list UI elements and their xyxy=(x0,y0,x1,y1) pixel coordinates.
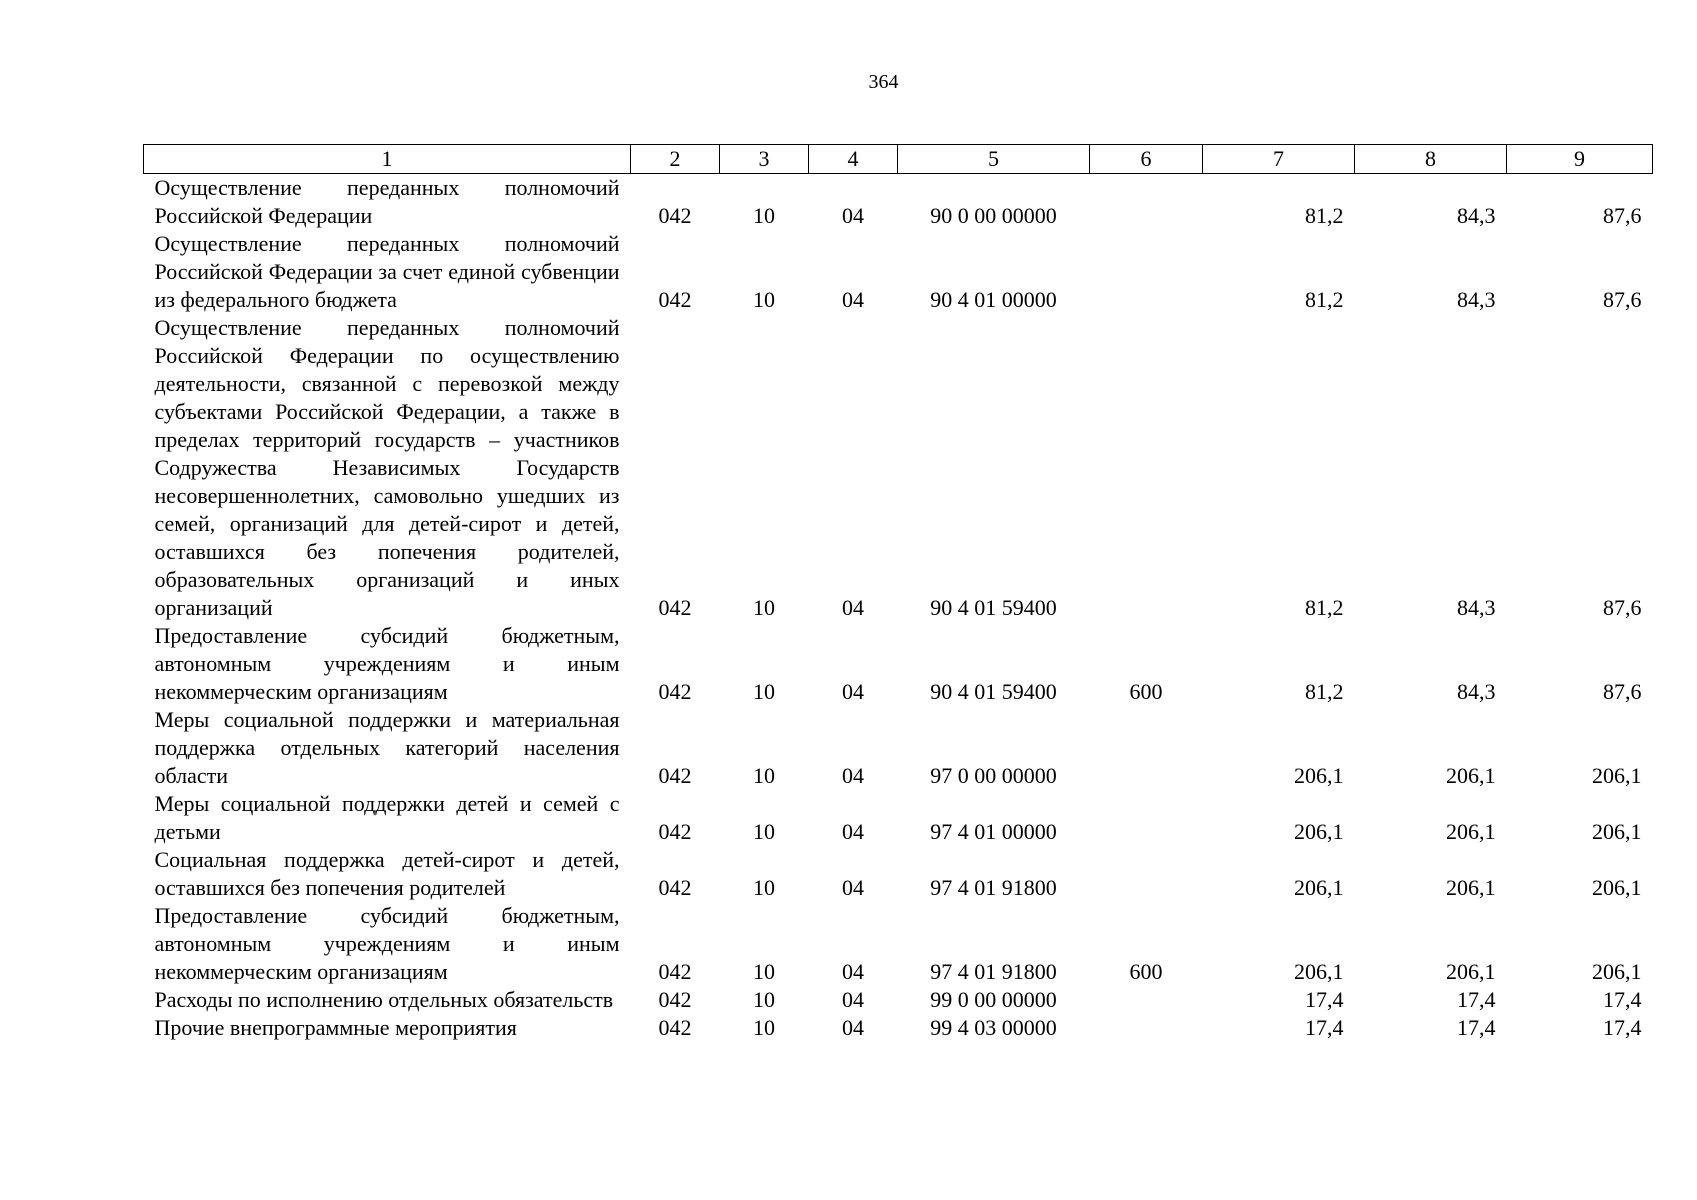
table-row xyxy=(144,1014,1653,1042)
table-row xyxy=(144,846,1653,902)
row-pr-code: 04 xyxy=(842,1015,864,1040)
row-pr-code: 04 xyxy=(842,875,864,900)
row-value-9: 17,4 xyxy=(1603,1015,1642,1040)
row-vr-code: 600 xyxy=(1129,959,1163,984)
row-rz-code: 10 xyxy=(753,875,775,900)
column-header-7: 7 xyxy=(1203,145,1355,174)
row-rz-code: 10 xyxy=(753,203,775,228)
row-csr-code: 90 0 00 00000 xyxy=(930,203,1057,228)
row-vr-code xyxy=(1090,1014,1203,1042)
column-header-9: 9 xyxy=(1507,145,1653,174)
row-value-7: 17,4 xyxy=(1305,1015,1344,1040)
row-pr-code: 04 xyxy=(842,595,864,620)
row-value-9: 87,6 xyxy=(1603,203,1642,228)
row-value-8: 17,4 xyxy=(1457,987,1496,1012)
table-row xyxy=(144,314,1653,622)
row-value-7: 81,2 xyxy=(1305,203,1344,228)
page-number: 364 xyxy=(868,71,899,93)
row-value-7: 206,1 xyxy=(1294,819,1344,844)
row-name: Предоставление субсидий бюджетным, автономным учреждениям и иным некоммерческим организациям xyxy=(154,903,620,984)
table-row xyxy=(144,902,1653,986)
row-pr-code: 04 xyxy=(842,679,864,704)
row-name: Осуществление переданных полномочий Российской Федерации за счет единой субвенции из федерального бюджета xyxy=(154,231,620,312)
row-name: Осуществление переданных полномочий Российской Федерации по осуществлению деятельности, связанной с перевозкой между субъектами Российской Федерации, а также в пределах территорий государств – участников Содружества Независимых Государств несовершеннолетних, самовольно ушедших из семей, организаций для детей-сирот и детей, оставшихся без попечения родителей, образовательных организаций и иных организаций xyxy=(154,315,620,620)
row-rz-code: 10 xyxy=(753,959,775,984)
row-rz-code: 10 xyxy=(753,595,775,620)
row-value-7: 206,1 xyxy=(1294,959,1344,984)
row-gr-code: 042 xyxy=(658,763,692,788)
row-value-8: 84,3 xyxy=(1457,595,1496,620)
row-gr-code: 042 xyxy=(658,287,692,312)
row-value-8: 17,4 xyxy=(1457,1015,1496,1040)
row-name: Расходы по исполнению отдельных обязательств xyxy=(154,987,614,1012)
row-value-7: 81,2 xyxy=(1305,595,1344,620)
row-csr-code: 97 0 00 00000 xyxy=(930,763,1057,788)
row-value-9: 206,1 xyxy=(1592,959,1642,984)
column-header-5: 5 xyxy=(898,145,1090,174)
row-value-8: 84,3 xyxy=(1457,203,1496,228)
row-csr-code: 97 4 01 00000 xyxy=(930,819,1057,844)
column-header-8: 8 xyxy=(1355,145,1507,174)
column-header-2: 2 xyxy=(631,145,720,174)
row-rz-code: 10 xyxy=(753,987,775,1012)
table-row xyxy=(144,790,1653,846)
row-value-9: 206,1 xyxy=(1592,819,1642,844)
row-csr-code: 99 0 00 00000 xyxy=(930,987,1057,1012)
row-name: Меры социальной поддержки детей и семей с детьми xyxy=(154,791,620,844)
row-value-8: 84,3 xyxy=(1457,287,1496,312)
row-name: Прочие внепрограммные мероприятия xyxy=(154,1015,517,1040)
row-name: Социальная поддержка детей-сирот и детей, оставшихся без попечения родителей xyxy=(154,847,620,900)
row-value-8: 84,3 xyxy=(1457,679,1496,704)
row-value-9: 87,6 xyxy=(1603,287,1642,312)
row-gr-code: 042 xyxy=(658,595,692,620)
row-rz-code: 10 xyxy=(753,1015,775,1040)
row-value-8: 206,1 xyxy=(1446,959,1496,984)
row-pr-code: 04 xyxy=(842,819,864,844)
table-row xyxy=(144,622,1653,706)
row-value-8: 206,1 xyxy=(1446,875,1496,900)
row-value-7: 206,1 xyxy=(1294,763,1344,788)
table-row xyxy=(144,230,1653,314)
row-gr-code: 042 xyxy=(658,987,692,1012)
row-vr-code xyxy=(1090,790,1203,846)
row-csr-code: 90 4 01 00000 xyxy=(930,287,1057,312)
row-rz-code: 10 xyxy=(753,679,775,704)
row-vr-code xyxy=(1090,706,1203,790)
row-gr-code: 042 xyxy=(658,1015,692,1040)
row-value-9: 206,1 xyxy=(1592,763,1642,788)
row-vr-code xyxy=(1090,846,1203,902)
row-value-9: 87,6 xyxy=(1603,679,1642,704)
row-value-7: 206,1 xyxy=(1294,875,1344,900)
table-body xyxy=(144,174,1653,1043)
column-header-3: 3 xyxy=(720,145,809,174)
row-pr-code: 04 xyxy=(842,763,864,788)
row-pr-code: 04 xyxy=(842,203,864,228)
row-value-7: 81,2 xyxy=(1305,287,1344,312)
row-value-7: 17,4 xyxy=(1305,987,1344,1012)
table-row xyxy=(144,986,1653,1014)
row-gr-code: 042 xyxy=(658,959,692,984)
row-pr-code: 04 xyxy=(842,287,864,312)
row-value-7: 81,2 xyxy=(1305,679,1344,704)
row-csr-code: 90 4 01 59400 xyxy=(930,679,1057,704)
row-rz-code: 10 xyxy=(753,819,775,844)
row-value-9: 87,6 xyxy=(1603,595,1642,620)
row-vr-code xyxy=(1090,314,1203,622)
row-rz-code: 10 xyxy=(753,287,775,312)
column-header-4: 4 xyxy=(809,145,898,174)
column-header-6: 6 xyxy=(1090,145,1203,174)
row-csr-code: 97 4 01 91800 xyxy=(930,875,1057,900)
row-vr-code xyxy=(1090,230,1203,314)
row-vr-code: 600 xyxy=(1129,679,1163,704)
row-pr-code: 04 xyxy=(842,987,864,1012)
budget-table xyxy=(143,144,1653,1042)
column-header-1: 1 xyxy=(144,145,631,174)
row-csr-code: 97 4 01 91800 xyxy=(930,959,1057,984)
table-row xyxy=(144,174,1653,231)
table-row xyxy=(144,706,1653,790)
row-gr-code: 042 xyxy=(658,875,692,900)
row-value-9: 206,1 xyxy=(1592,875,1642,900)
row-value-8: 206,1 xyxy=(1446,819,1496,844)
row-csr-code: 99 4 03 00000 xyxy=(930,1015,1057,1040)
header-row xyxy=(144,145,1653,174)
row-vr-code xyxy=(1090,986,1203,1014)
row-name: Предоставление субсидий бюджетным, автономным учреждениям и иным некоммерческим организациям xyxy=(154,623,620,704)
row-pr-code: 04 xyxy=(842,959,864,984)
table-header xyxy=(144,145,1653,174)
row-gr-code: 042 xyxy=(658,819,692,844)
row-value-8: 206,1 xyxy=(1446,763,1496,788)
row-value-9: 17,4 xyxy=(1603,987,1642,1012)
row-gr-code: 042 xyxy=(658,203,692,228)
row-vr-code xyxy=(1090,174,1203,231)
row-rz-code: 10 xyxy=(753,763,775,788)
row-gr-code: 042 xyxy=(658,679,692,704)
row-name: Меры социальной поддержки и материальная поддержка отдельных категорий населения области xyxy=(154,707,620,788)
row-csr-code: 90 4 01 59400 xyxy=(930,595,1057,620)
row-name: Осуществление переданных полномочий Российской Федерации xyxy=(154,175,620,228)
